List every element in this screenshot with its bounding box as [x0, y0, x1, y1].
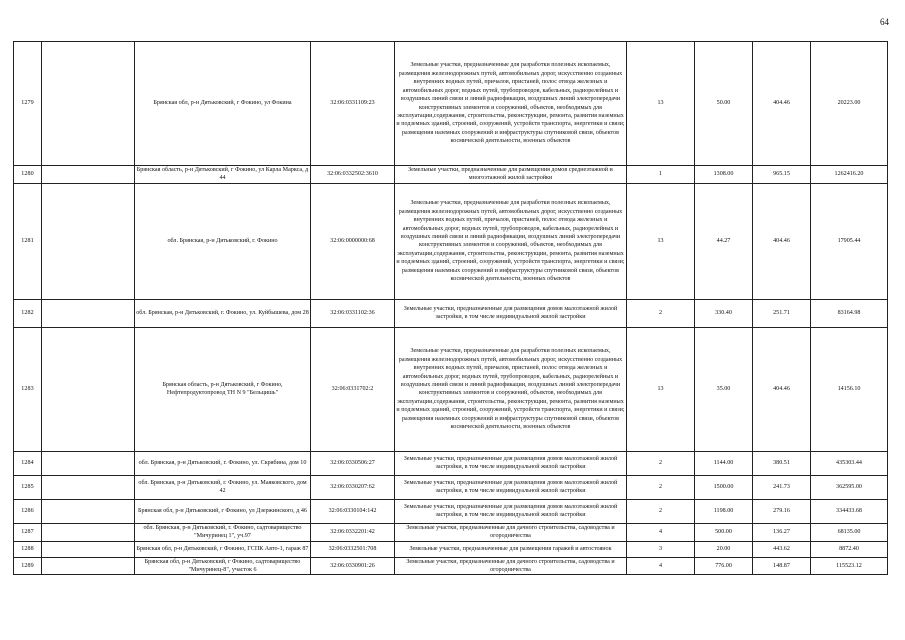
land-use-cell: Земельные участки, предназначенные для размещения домов малоэтажной жилой застройки, в том числе индивидуальной жилой застройки	[395, 451, 627, 475]
empty-cell	[42, 166, 135, 184]
group-cell: 4	[627, 523, 695, 541]
row-number-cell: 1289	[14, 557, 42, 575]
group-cell: 2	[627, 451, 695, 475]
specific-value-cell: 136.27	[753, 523, 811, 541]
table-row	[14, 451, 888, 475]
land-use-cell: Земельные участки, предназначенные для дачного строительства, садоводства и огородничества	[395, 557, 627, 575]
specific-value-cell: 404.46	[753, 327, 811, 451]
row-number-cell: 1283	[14, 327, 42, 451]
group-cell: 2	[627, 499, 695, 523]
address-cell: обл. Брянская, р-н Дятьковский, г. Фокино, садтоварищество "Мичуринец 1", уч.97	[135, 523, 311, 541]
specific-value-cell: 251.71	[753, 299, 811, 327]
empty-cell	[42, 183, 135, 299]
empty-cell	[42, 327, 135, 451]
area-cell: 1144.00	[695, 451, 753, 475]
row-number-cell: 1279	[14, 42, 42, 166]
table-row	[14, 475, 888, 499]
cadastral-value-cell: 362595.00	[811, 475, 888, 499]
specific-value-cell: 404.46	[753, 183, 811, 299]
cadastral-number-cell: 32:06:0330104:142	[311, 499, 395, 523]
area-cell: 776.00	[695, 557, 753, 575]
empty-cell	[42, 475, 135, 499]
cadastral-number-cell: 32:06:0330901:26	[311, 557, 395, 575]
cadastral-value-cell: 435303.44	[811, 451, 888, 475]
empty-cell	[42, 451, 135, 475]
area-cell: 330.40	[695, 299, 753, 327]
land-use-cell: Земельные участки, предназначенные для размещения гаражей и автостоянок	[395, 541, 627, 557]
land-use-cell: Земельные участки, предназначенные для размещения домов малоэтажной жилой застройки, в том числе индивидуальной жилой застройки	[395, 499, 627, 523]
address-cell: Брянская обл, р-н Дятьковский, г Фокино, ул Фокина	[135, 42, 311, 166]
area-cell: 1308.00	[695, 166, 753, 184]
land-use-cell: Земельные участки, предназначенные для размещения домов малоэтажной жилой застройки, в том числе индивидуальной жилой застройки	[395, 299, 627, 327]
cadastral-value-cell: 14156.10	[811, 327, 888, 451]
table-row	[14, 166, 888, 184]
row-number-cell: 1280	[14, 166, 42, 184]
cadastral-value-cell: 334433.68	[811, 499, 888, 523]
cadastral-value-cell: 68135.00	[811, 523, 888, 541]
area-cell: 44.27	[695, 183, 753, 299]
land-use-cell: Земельные участки, предназначенные для разработки полезных ископаемых, размещения железнодорожных путей, автомобильных дорог, искусственно созданных внутренних водных путей, причалов, пристаней, полос отвода железных и автомобильных дорог, водных путей, трубопроводов, кабельных, радиорелейных и воздушных линий связи и линий радиофикации, воздушных линий электропередачи конструктивных элементов и сооружений, объектов, необходимых для эксплуатации,содержания, строительства, реконструкции, ремонта, развития наземных и подземных зданий, строений, сооружений, устройств транспорта, энергетики и связи; размещения наземных сооружений и инфраструктуры спутниковой связи, объектов космической деятельности, военных объектов	[395, 183, 627, 299]
address-cell: Брянская область, р-н Дятьковский, г Фокино, Нефтепродуктопровод ТН N 9 "Бельцишь"	[135, 327, 311, 451]
specific-value-cell: 380.51	[753, 451, 811, 475]
cadastral-number-cell: 32:06:0331102:36	[311, 299, 395, 327]
cadastral-number-cell: 32:06:0331702:2	[311, 327, 395, 451]
address-cell: Брянская обл, р-н Дятьковский, г Фокино, ГСПК Авто-1, гараж 87	[135, 541, 311, 557]
area-cell: 1198.00	[695, 499, 753, 523]
table-row	[14, 557, 888, 575]
cadastral-value-cell: 1262416.20	[811, 166, 888, 184]
area-cell: 1500.00	[695, 475, 753, 499]
group-cell: 2	[627, 299, 695, 327]
cadastral-number-cell: 32:06:0332201:42	[311, 523, 395, 541]
cadastral-value-cell: 115523.12	[811, 557, 888, 575]
address-cell: обл. Брянская, р-н Дятьковский, г. Фокино, ул. Куйбышева, дом 28	[135, 299, 311, 327]
land-use-cell: Земельные участки, предназначенные для разработки полезных ископаемых, размещения железнодорожных путей, автомобильных дорог, искусственно созданных внутренних водных путей, причалов, пристаней, полос отвода железных и автомобильных дорог, водных путей, трубопроводов, кабельных, радиорелейных и воздушных линий связи и линий радиофикации, воздушных линий электропередачи конструктивных элементов и сооружений, объектов, необходимых для эксплуатации,содержания, строительства, реконструкции, ремонта, развития наземных и подземных зданий, строений, сооружений, устройств транспорта, энергетики и связи; размещения наземных сооружений и инфраструктуры спутниковой связи, объектов космической деятельности, военных объектов	[395, 327, 627, 451]
table-row	[14, 42, 888, 166]
table-row	[14, 327, 888, 451]
specific-value-cell: 965.15	[753, 166, 811, 184]
table-row	[14, 183, 888, 299]
group-cell: 2	[627, 475, 695, 499]
area-cell: 20.00	[695, 541, 753, 557]
area-cell: 50.00	[695, 42, 753, 166]
group-cell: 13	[627, 183, 695, 299]
empty-cell	[42, 299, 135, 327]
cadastral-value-table	[13, 41, 888, 575]
page-number: 64	[880, 17, 889, 27]
table-row	[14, 499, 888, 523]
address-cell: обл. Брянская, р-н Дятьковский, г. Фокино	[135, 183, 311, 299]
land-use-cell: Земельные участки, предназначенные для разработки полезных ископаемых, размещения железнодорожных путей, автомобильных дорог, искусственно созданных внутренних водных путей, причалов, пристаней, полос отвода железных и автомобильных дорог, водных путей, трубопроводов, кабельных, радиорелейных и воздушных линий связи и линий радиофикации, воздушных линий электропередачи конструктивных элементов и сооружений, объектов, необходимых для эксплуатации,содержания, строительства, реконструкции, ремонта, развития наземных и подземных зданий, строений, сооружений, устройств транспорта, энергетики и связи; размещения наземных сооружений и инфраструктуры спутниковой связи, объектов космической деятельности, военных объектов	[395, 42, 627, 166]
cadastral-number-cell: 32:06:0330207:62	[311, 475, 395, 499]
group-cell: 13	[627, 42, 695, 166]
area-cell: 500.00	[695, 523, 753, 541]
cadastral-number-cell: 32:06:0331109:23	[311, 42, 395, 166]
specific-value-cell: 404.46	[753, 42, 811, 166]
address-cell: обл. Брянская, р-н Дятьковский, г. Фокино, ул. Маяковского, дом 42	[135, 475, 311, 499]
group-cell: 4	[627, 557, 695, 575]
address-cell: Брянская обл, р-н Дятьковский, г Фокино, ул Дзержинского, д 46	[135, 499, 311, 523]
row-number-cell: 1285	[14, 475, 42, 499]
cadastral-value-cell: 83164.98	[811, 299, 888, 327]
group-cell: 3	[627, 541, 695, 557]
empty-cell	[42, 541, 135, 557]
cadastral-value-cell: 20223.00	[811, 42, 888, 166]
empty-cell	[42, 499, 135, 523]
specific-value-cell: 241.73	[753, 475, 811, 499]
address-cell: обл. Брянская, р-н Дятьковский, г. Фокино, ул. Скрябина, дом 10	[135, 451, 311, 475]
group-cell: 1	[627, 166, 695, 184]
table-body	[14, 42, 888, 575]
group-cell: 13	[627, 327, 695, 451]
land-use-cell: Земельные участки, предназначенные для размещения домов малоэтажной жилой застройки, в том числе индивидуальной жилой застройки	[395, 475, 627, 499]
land-use-cell: Земельные участки, предназначенные для размещения домов среднеэтажной и многоэтажной жилой застройки	[395, 166, 627, 184]
area-cell: 35.00	[695, 327, 753, 451]
row-number-cell: 1288	[14, 541, 42, 557]
table-row	[14, 299, 888, 327]
address-cell: Брянская обл, р-н Дятьковский, г Фокино, садтоварищество "Мичуринец-8", участок 6	[135, 557, 311, 575]
row-number-cell: 1286	[14, 499, 42, 523]
address-cell: Брянская область, р-н Дятьковский, г Фокино, ул Карла Маркса, д 44	[135, 166, 311, 184]
table-row	[14, 523, 888, 541]
specific-value-cell: 443.62	[753, 541, 811, 557]
row-number-cell: 1284	[14, 451, 42, 475]
row-number-cell: 1281	[14, 183, 42, 299]
empty-cell	[42, 523, 135, 541]
specific-value-cell: 279.16	[753, 499, 811, 523]
cadastral-number-cell: 32:06:0332502:3610	[311, 166, 395, 184]
empty-cell	[42, 557, 135, 575]
empty-cell	[42, 42, 135, 166]
cadastral-number-cell: 32:06:0000000:68	[311, 183, 395, 299]
cadastral-number-cell: 32:06:0330506:27	[311, 451, 395, 475]
table-row	[14, 541, 888, 557]
specific-value-cell: 148.87	[753, 557, 811, 575]
land-use-cell: Земельные участки, предназначенные для дачного строительства, садоводства и огородничества	[395, 523, 627, 541]
row-number-cell: 1287	[14, 523, 42, 541]
cadastral-value-cell: 17905.44	[811, 183, 888, 299]
cadastral-value-cell: 8872.40	[811, 541, 888, 557]
row-number-cell: 1282	[14, 299, 42, 327]
cadastral-number-cell: 32:06:0332501:708	[311, 541, 395, 557]
